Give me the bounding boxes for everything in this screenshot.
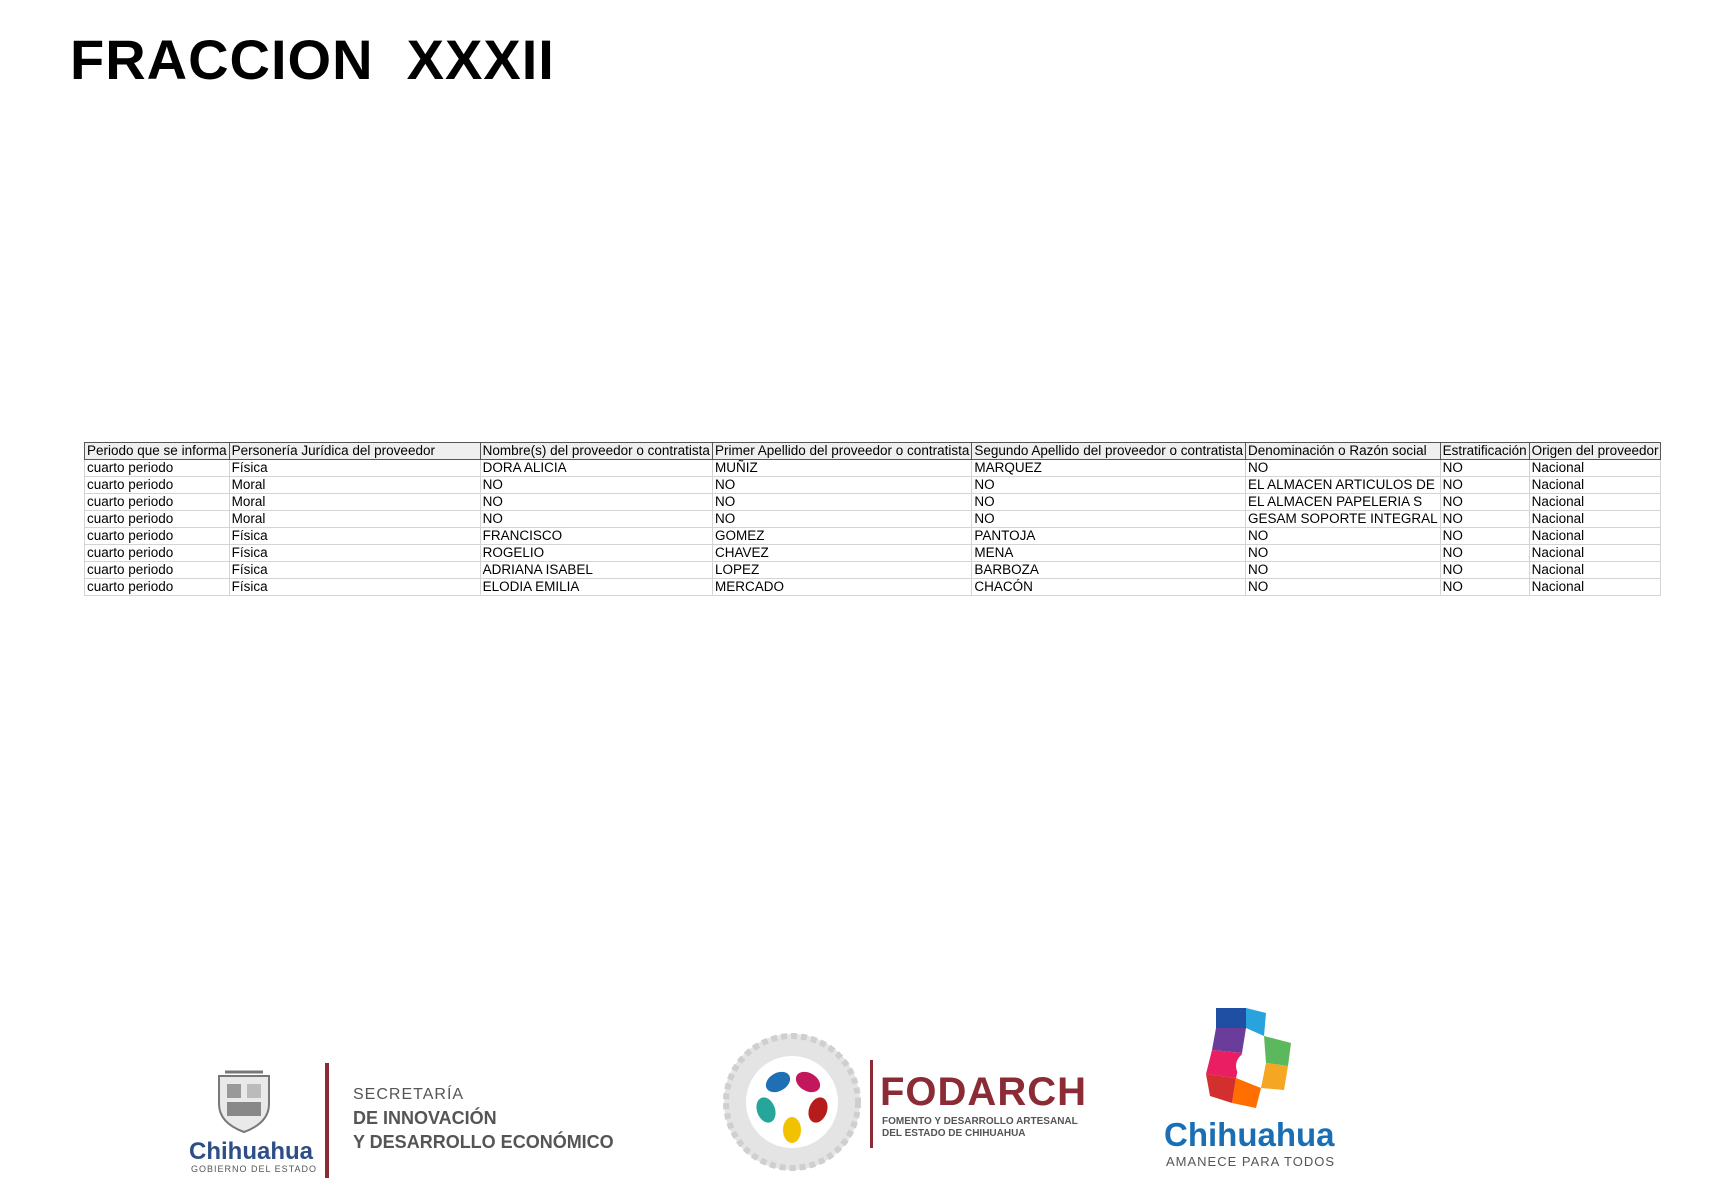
table-cell: NO [480,511,712,528]
table-row [85,460,1661,477]
table-cell: NO [1440,511,1529,528]
table-cell: NO [1440,460,1529,477]
table-cell: NO [1246,579,1441,596]
table-cell: cuarto periodo [85,460,230,477]
table-cell: cuarto periodo [85,579,230,596]
table-cell: Nacional [1529,511,1661,528]
table-cell: NO [1246,562,1441,579]
table-cell: NO [480,477,712,494]
table-cell: Nacional [1529,494,1661,511]
table-cell: Nacional [1529,562,1661,579]
table-cell: Nacional [1529,477,1661,494]
table-row [85,562,1661,579]
header-razon-social: Denominación o Razón social [1246,443,1441,460]
header-estratificacion: Estratificación [1440,443,1529,460]
header-personeria: Personería Jurídica del proveedor [229,443,480,460]
divider [870,1060,873,1148]
table-cell: GESAM SOPORTE INTEGRAL [1246,511,1441,528]
table-row [85,528,1661,545]
secretaria-line1: SECRETARÍA [353,1086,465,1103]
table-cell: CHAVEZ [712,545,971,562]
table-cell: NO [480,494,712,511]
table-cell: MENA [972,545,1246,562]
table-cell: EL ALMACEN PAPELERIA S [1246,494,1441,511]
table-cell: NO [1246,545,1441,562]
table-cell: Física [229,545,480,562]
table-cell: MERCADO [712,579,971,596]
table-cell: FRANCISCO [480,528,712,545]
table-cell: NO [1440,477,1529,494]
table-cell: Física [229,460,480,477]
table-cell: ROGELIO [480,545,712,562]
table-cell: NO [712,494,971,511]
secretaria-line2: DE INNOVACIÓN [353,1108,497,1128]
table-row [85,545,1661,562]
table-cell: cuarto periodo [85,477,230,494]
table-cell: ELODIA EMILIA [480,579,712,596]
table-cell: NO [1246,460,1441,477]
estado-tagline: AMANECE PARA TODOS [1166,1154,1335,1169]
table-cell: NO [1246,528,1441,545]
hands-circle-icon [722,1032,862,1172]
table-cell: NO [1440,562,1529,579]
gobierno-name: Chihuahua [189,1138,313,1165]
table-cell: Nacional [1529,528,1661,545]
table-cell: CHACÓN [972,579,1246,596]
table-cell: MARQUEZ [972,460,1246,477]
table-cell: MUÑIZ [712,460,971,477]
table-cell: cuarto periodo [85,511,230,528]
table-cell: Nacional [1529,460,1661,477]
chihuahua-amanece-logo [1160,1008,1350,1173]
table-cell: NO [972,494,1246,511]
header-nombre: Nombre(s) del proveedor o contratista [480,443,712,460]
header-origen: Origen del proveedor [1529,443,1661,460]
table-cell: cuarto periodo [85,562,230,579]
gobierno-sub: GOBIERNO DEL ESTADO [191,1164,318,1174]
table-cell: Nacional [1529,579,1661,596]
table-row [85,477,1661,494]
table-cell: cuarto periodo [85,545,230,562]
table-cell: cuarto periodo [85,528,230,545]
table-header-row [85,443,1661,460]
table-cell: Moral [229,477,480,494]
fodarch-sub1: FOMENTO Y DESARROLLO ARTESANAL [882,1116,1078,1127]
table-cell: DORA ALICIA [480,460,712,477]
table-cell: cuarto periodo [85,494,230,511]
table-cell: Física [229,562,480,579]
fodarch-name: FODARCH [880,1070,1087,1114]
table-row [85,579,1661,596]
fodarch-logo [722,1032,1092,1177]
table-cell: NO [972,477,1246,494]
table-cell: PANTOJA [972,528,1246,545]
table-cell: Moral [229,494,480,511]
table-cell: Moral [229,511,480,528]
header-primer-apellido: Primer Apellido del proveedor o contratista [712,443,971,460]
estado-name: Chihuahua [1164,1116,1335,1153]
providers-table [84,442,1661,596]
table-cell: Nacional [1529,545,1661,562]
table-cell: Física [229,528,480,545]
fodarch-sub2: DEL ESTADO DE CHIHUAHUA [882,1128,1026,1139]
table-cell: Física [229,579,480,596]
table-cell: NO [1440,545,1529,562]
state-map-icon [1206,1008,1306,1118]
secretaria-line3: Y DESARROLLO ECONÓMICO [353,1132,614,1152]
table-cell: NO [1440,579,1529,596]
table-cell: NO [712,477,971,494]
divider [325,1063,329,1178]
table-cell: NO [972,511,1246,528]
table-cell: ADRIANA ISABEL [480,562,712,579]
table-cell: NO [712,511,971,528]
table-cell: NO [1440,528,1529,545]
table-row [85,511,1661,528]
table-cell: NO [1440,494,1529,511]
state-seal-icon [215,1070,273,1134]
table-row [85,494,1661,511]
secretaria-logo [185,1058,635,1186]
page-title: FRACCION XXXII [70,28,555,91]
table-cell: BARBOZA [972,562,1246,579]
table-cell: GOMEZ [712,528,971,545]
header-periodo: Periodo que se informa [85,443,230,460]
header-segundo-apellido: Segundo Apellido del proveedor o contratista [972,443,1246,460]
table-cell: EL ALMACEN ARTICULOS DE [1246,477,1441,494]
table-cell: LOPEZ [712,562,971,579]
